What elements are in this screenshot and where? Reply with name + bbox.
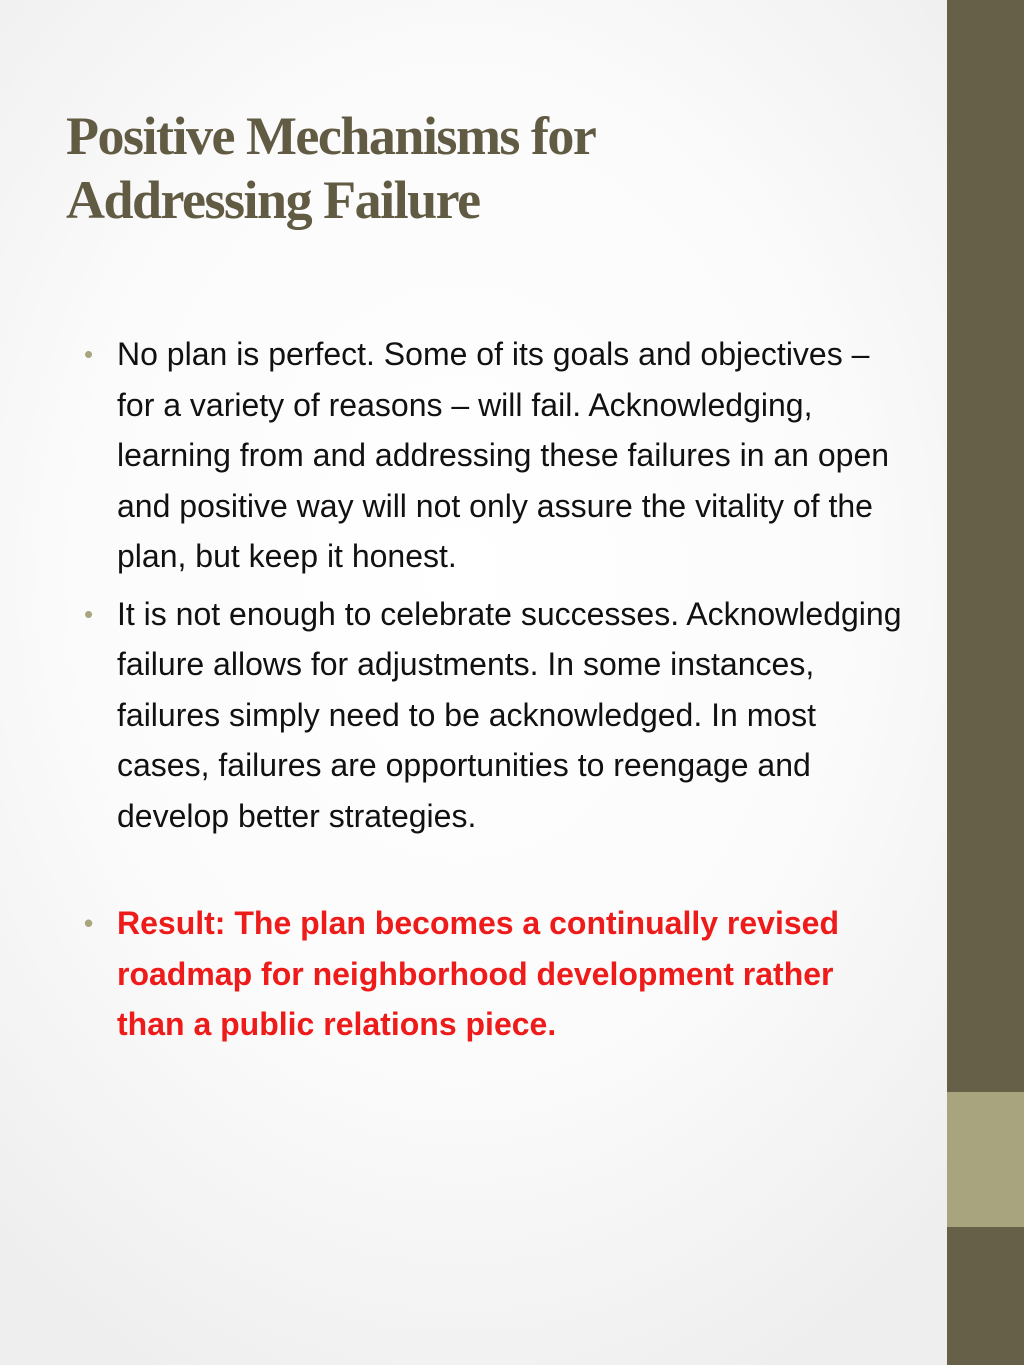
bullet-item-no-plan-is-perfect [80,329,902,582]
bullet-dot-icon: • [84,339,94,369]
bullet-item-celebrate-successes [80,589,902,842]
bullet-text: It is not enough to celebrate successes. Acknowledging failure allows for adjustments. In some instances, failures simply need to be acknowledged. In most cases, failures are opportunities to reengage and develop better strategies. [117,595,902,834]
slide-title [66,104,906,232]
side-accent-block [947,1092,1024,1227]
bullet-text: Result: The plan becomes a continually revised roadmap for neighborhood development rather than a public relations piece. [117,905,839,1042]
slide-title-line-1: Positive Mechanisms for [66,106,596,166]
bullet-dot-icon: • [84,908,94,938]
bullet-dot-icon: • [84,598,94,629]
slide-title-line-2: Addressing Failure [66,170,480,230]
bullet-item-result [80,898,902,1050]
bullet-list [80,329,902,1050]
bullet-text: No plan is perfect. Some of its goals and objectives – for a variety of reasons – will fail. Acknowledging, learning from and addressing these failures in an open and positive way will not only assure the vitality of the plan, but keep it honest. [117,336,890,574]
